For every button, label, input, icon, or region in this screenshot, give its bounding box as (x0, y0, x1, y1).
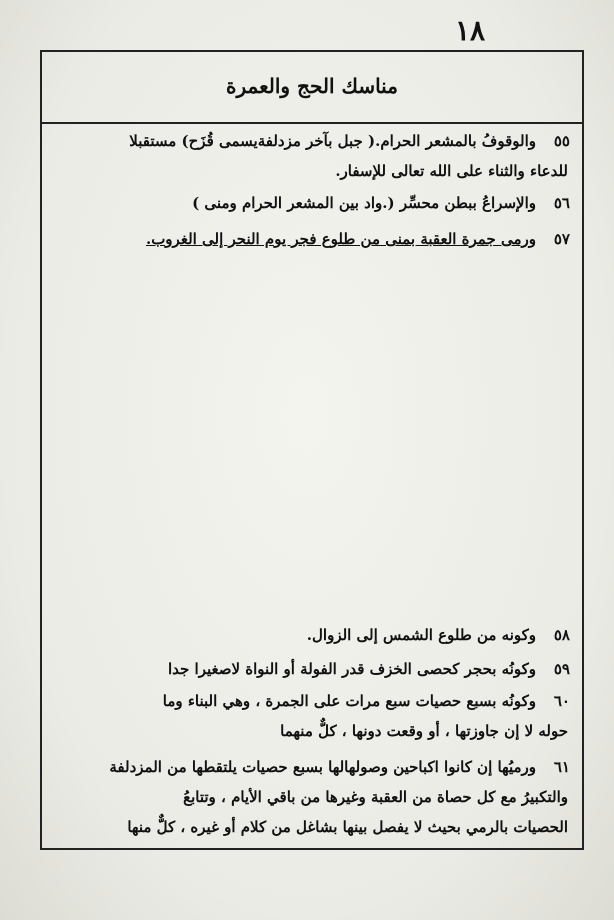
entry-text-continued: الحصيات بالرمي بحيث لا يفصل بينها بشاغل من كلام أو غيره ، كلٌّ منها (127, 818, 568, 836)
entry-number: ٦١ (553, 758, 570, 776)
page-number: ١٨ (455, 14, 486, 47)
entry-57 (50, 224, 570, 254)
entry-60 (50, 686, 570, 746)
entry-text-continued: والتكبيرُ مع كل حصاة من العقبة وغيرها من باقي الأيام ، وتتابعُ (183, 788, 568, 806)
page-header (42, 52, 582, 124)
entry-text: والإسراعُ ببطن محسِّر (.واد بين المشعر الحرام ومنى ) (192, 194, 536, 212)
entry-text: والوقوفُ بالمشعر الحرام.( جبل بآخر مزدلفةيسمى قُزَح) مستقبلا (129, 132, 536, 150)
entry-55 (50, 126, 570, 186)
header-title: مناسك الحج والعمرة (226, 74, 398, 98)
entry-text: ورمى جمرة العقبة بمنى من طلوع فجر يوم النحر إلى الغروب. (145, 230, 536, 248)
entry-59 (50, 654, 570, 684)
entry-number: ٥٥ (553, 132, 570, 150)
entry-text-continued: حوله لا إن جاوزتها ، أو وقعت دونها ، كلٌّ منهما (280, 722, 568, 740)
entry-number: ٥٧ (553, 230, 570, 248)
entry-61 (50, 752, 570, 842)
entry-number: ٥٩ (553, 660, 570, 678)
entry-number: ٥٦ (553, 194, 570, 212)
entry-56 (50, 188, 570, 218)
entry-text: وكونه من طلوع الشمس إلى الزوال. (306, 626, 536, 644)
entry-text: ورميُها إن كانوا اكباحين وصولهالها بسبع حصيات يلتقطها من المزدلفة (109, 758, 536, 776)
entry-text-continued: للدعاء والثناء على الله تعالى للإسفار. (335, 162, 568, 180)
page-frame (40, 50, 584, 850)
entry-number: ٥٨ (553, 626, 570, 644)
entry-text: وكونُه بحجر كحصى الخزف قدر الفولة أو النواة لاصغيرا جدا (168, 660, 536, 678)
entry-58 (50, 620, 570, 650)
entry-text: وكونُه بسبع حصيات سبع مرات على الجمرة ، وهي البناء وما (162, 692, 536, 710)
entry-number: ٦٠ (553, 692, 570, 710)
